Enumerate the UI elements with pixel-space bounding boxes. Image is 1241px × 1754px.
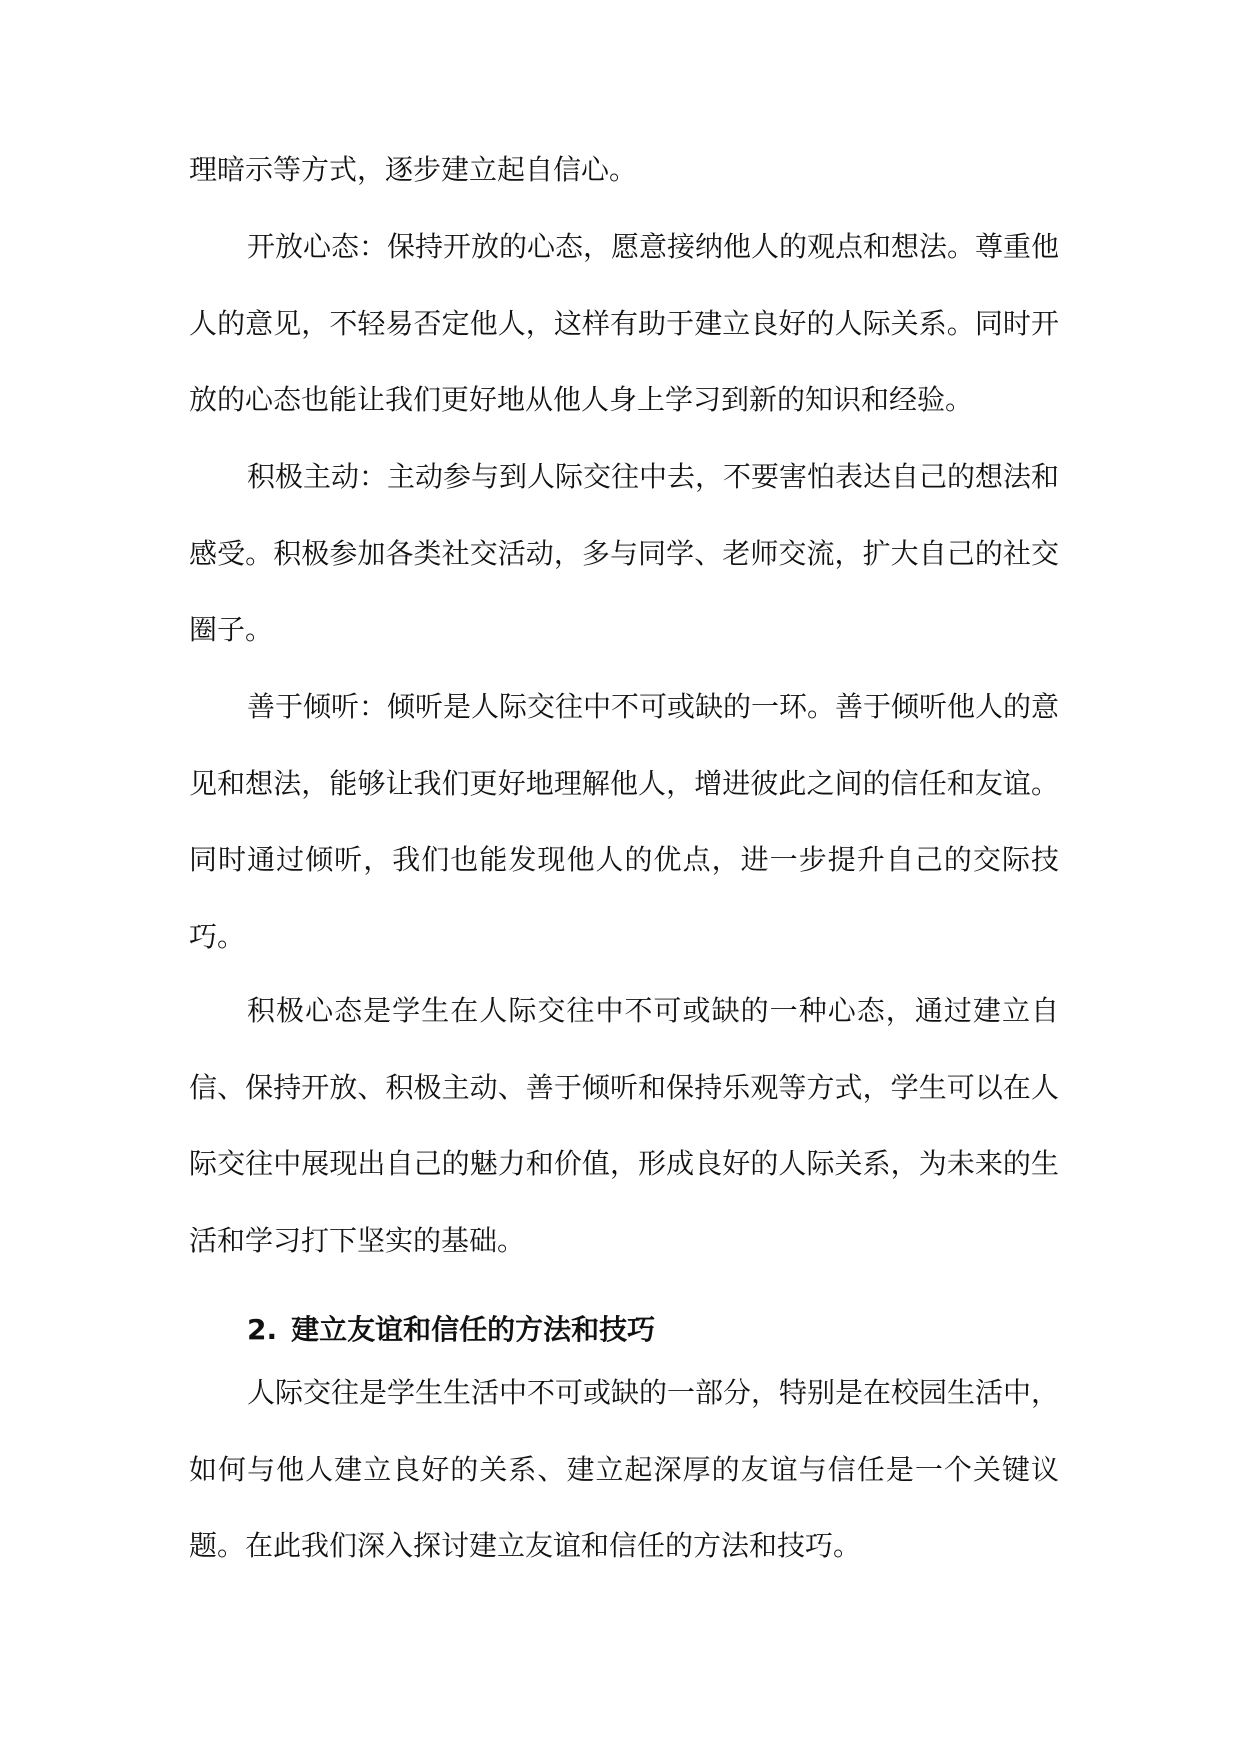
paragraph-confidence-end: 理暗示等方式，逐步建立起自信心。 [189,153,638,186]
paragraph-section-intro: 人际交往是学生生活中不可或缺的一部分，特别是在校园生活中，如何与他人建立良好的关系、建立起深厚的友谊与信任是一个关键议题。在此我们深入探讨建立友谊和信任的方法和技巧。 [189,1376,1060,1562]
paragraph-positive-mindset-summary: 积极心态是学生在人际交往中不可或缺的一种心态，通过建立自信、保持开放、积极主动、善于倾听和保持乐观等方式，学生可以在人际交往中展现出自己的魅力和价值，形成良好的人际关系，为未来的生活和学习打下坚实的基础。 [189,994,1059,1257]
section-heading [247,1310,655,1350]
paragraph-proactive: 积极主动：主动参与到人际交往中去，不要害怕表达自己的想法和感受。积极参加各类社交活动，多与同学、老师交流，扩大自己的社交圈子。 [189,460,1060,646]
paragraph-open-mindset: 开放心态：保持开放的心态，愿意接纳他人的观点和想法。尊重他人的意见，不轻易否定他人，这样有助于建立良好的人际关系。同时开放的心态也能让我们更好地从他人身上学习到新的知识和经验。 [189,230,1060,416]
section-title: 建立友谊和信任的方法和技巧 [291,1313,656,1346]
section-number: 2. [247,1313,278,1346]
paragraph-listening: 善于倾听：倾听是人际交往中不可或缺的一环。善于倾听他人的意见和想法，能够让我们更好地理解他人，增进彼此之间的信任和友谊。同时通过倾听，我们也能发现他人的优点，进一步提升自己的交际技巧。 [189,690,1060,953]
